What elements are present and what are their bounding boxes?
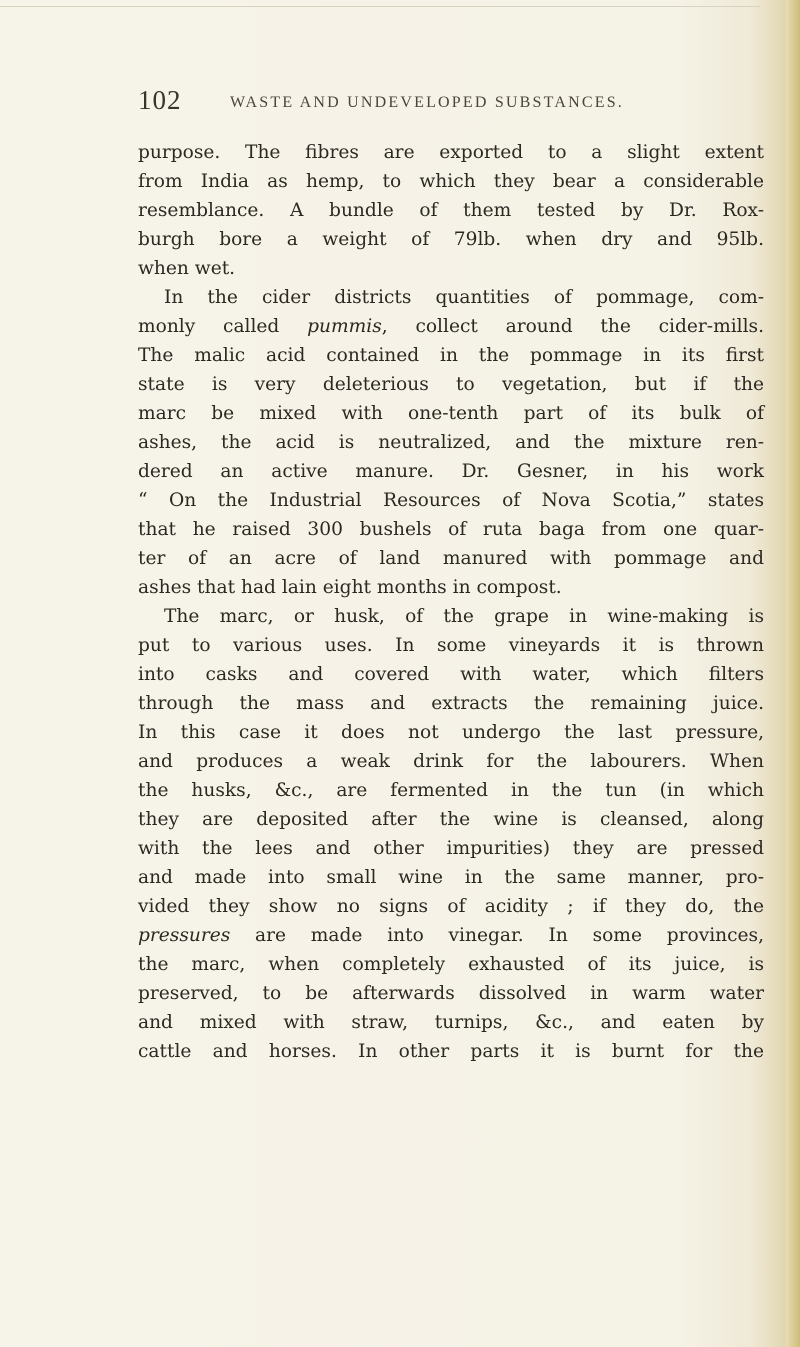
text-line: In this case it does not undergo the last pressure, (138, 722, 764, 743)
text-line: “ On the Industrial Resources of Nova Scotia,” states (138, 490, 764, 511)
text-line: from India as hemp, to which they bear a considerable (138, 171, 764, 192)
text-line: burgh bore a weight of 79lb. when dry and 95lb. (138, 229, 764, 250)
text-line (138, 921, 764, 950)
italic-term: pummis (307, 316, 382, 337)
body-text (138, 138, 764, 1066)
text-line: and mixed with straw, turnips, &c., and eaten by (138, 1012, 764, 1033)
text-line: cattle and horses. In other parts it is burnt for the (138, 1041, 764, 1062)
paragraph-start-line: The marc, or husk, of the grape in wine-making is (164, 606, 764, 627)
page-edge (786, 0, 800, 1347)
text-line: resemblance. A bundle of them tested by Dr. Rox- (138, 200, 764, 221)
text-line: and made into small wine in the same manner, pro- (138, 867, 764, 888)
text-line: through the mass and extracts the remaining juice. (138, 693, 764, 714)
text-span: are made into vinegar. In some provinces, (230, 925, 764, 946)
text-line: the husks, &c., are fermented in the tun (in which (138, 780, 764, 801)
top-rule (0, 6, 760, 7)
text-line: they are deposited after the wine is cleansed, along (138, 809, 764, 830)
text-line: ter of an acre of land manured with pommage and (138, 548, 764, 569)
text-line: into casks and covered with water, which filters (138, 664, 764, 685)
text-line: ashes, the acid is neutralized, and the mixture ren- (138, 432, 764, 453)
text-line (138, 312, 764, 341)
text-line: marc be mixed with one-tenth part of its bulk of (138, 403, 764, 424)
paragraph-start-line: In the cider districts quantities of pommage, com- (164, 287, 764, 308)
text-line: and produces a weak drink for the labourers. When (138, 751, 764, 772)
text-line: purpose. The fibres are exported to a slight extent (138, 142, 764, 163)
paragraph-end-line: when wet. (138, 258, 236, 279)
page-number: 102 (138, 85, 182, 115)
page-header (138, 85, 758, 125)
text-line: vided they show no signs of acidity ; if they do, the (138, 896, 764, 917)
text-span: monly called (138, 316, 308, 337)
text-span: , collect around the cider-mills. (381, 316, 764, 337)
paragraph-end-line: ashes that had lain eight months in compost. (138, 577, 562, 598)
text-line: The malic acid contained in the pommage in its first (138, 345, 764, 366)
text-line: the marc, when completely exhausted of its juice, is (138, 954, 764, 975)
text-line: put to various uses. In some vineyards it is thrown (138, 635, 764, 656)
text-line: state is very deleterious to vegetation, but if the (138, 374, 764, 395)
text-line: dered an active manure. Dr. Gesner, in his work (138, 461, 764, 482)
text-line: with the lees and other impurities) they are pressed (138, 838, 764, 859)
running-title: WASTE AND UNDEVELOPED SUBSTANCES. (230, 94, 624, 111)
text-line: preserved, to be afterwards dissolved in warm water (138, 983, 764, 1004)
italic-term: pressures (138, 925, 231, 946)
text-line: that he raised 300 bushels of ruta baga from one quar- (138, 519, 764, 540)
